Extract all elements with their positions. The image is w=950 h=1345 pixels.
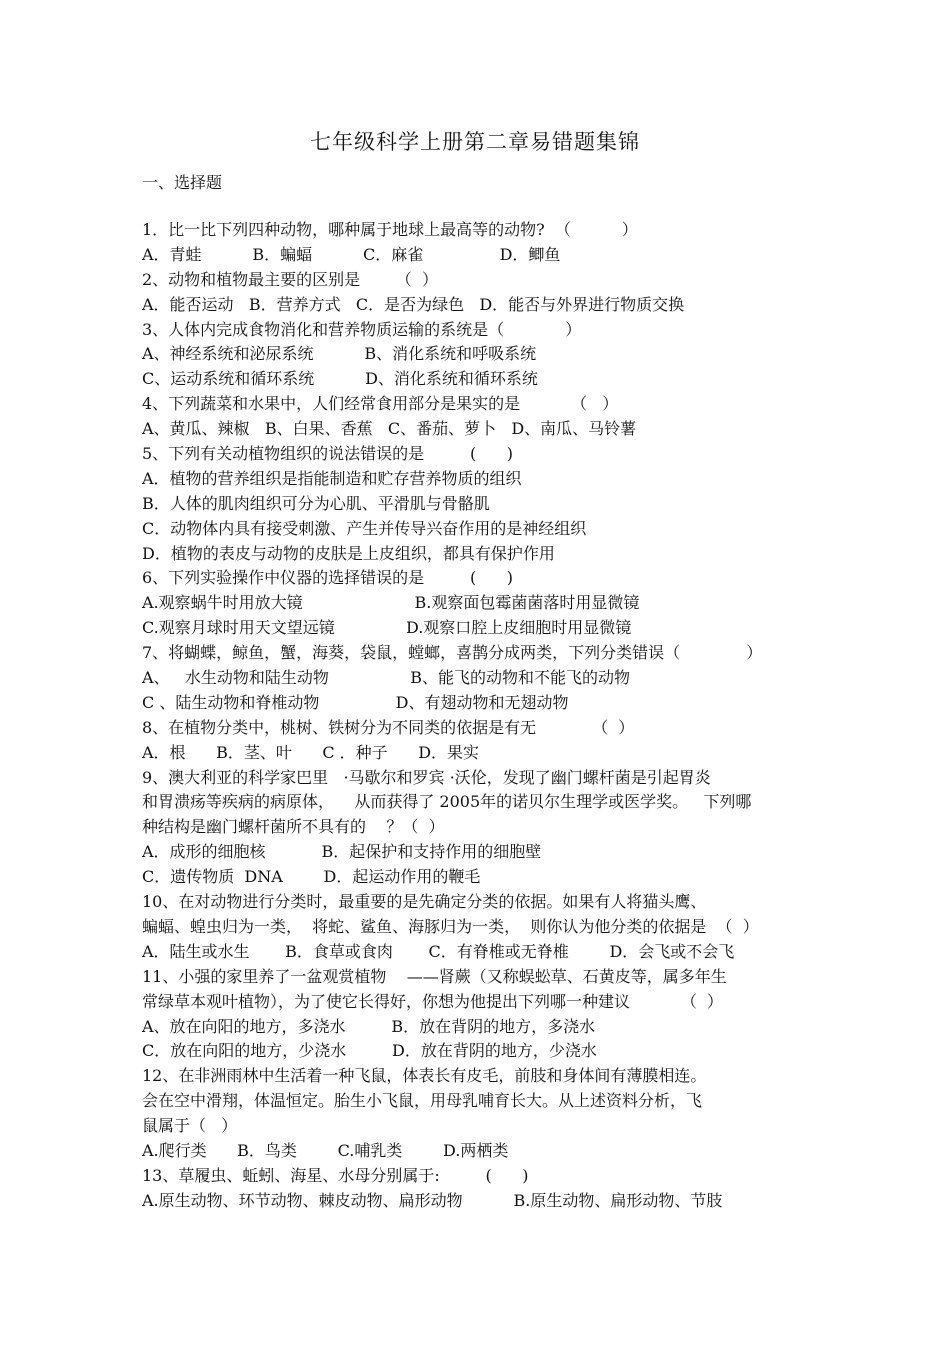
text-line: A.爬行类 B．鸟类 C.哺乳类 D.两栖类 xyxy=(142,1140,509,1160)
text-line: 蝙蝠、蝗虫归为一类， 将蛇、鲨鱼、海豚归为一类， 则你认为他分类的依据是 （ ） xyxy=(142,916,759,936)
text-line: D．植物的表皮与动物的皮肤是上皮组织，都具有保护作用 xyxy=(142,543,555,563)
text-line: 7、将蝴蝶，鲸鱼，蟹，海葵，袋鼠，螳螂，喜鹊分成两类，下列分类错误（ ） xyxy=(142,643,763,663)
text-line: A.原生动物、环节动物、棘皮动物、扁形动物 B.原生动物、扁形动物、节肢 xyxy=(142,1190,723,1210)
text-line: C．放在向阳的地方，少浇水 D．放在背阴的地方，少浇水 xyxy=(142,1041,597,1061)
text-line: B．人体的肌肉组织可分为心肌、平滑肌与骨骼肌 xyxy=(142,493,490,513)
text-line: 13、草履虫、蚯蚓、海星、水母分别属于: ( ) xyxy=(142,1165,529,1185)
text-line: 和胃溃疡等疾病的病原体， 从而获得了 2005年的诺贝尔生理学或医学奖。 下列哪 xyxy=(142,792,752,812)
text-line: 8、在植物分类中，桃树、铁树分为不同类的依据是有无 （ ） xyxy=(142,717,635,737)
text-line: A、神经系统和泌尿系统 B、消化系统和呼吸系统 xyxy=(142,344,537,364)
text-line: 3、人体内完成食物消化和营养物质运输的系统是（ ） xyxy=(142,319,582,339)
text-line: 4、下列蔬菜和水果中，人们经常食用部分是果实的是 （ ） xyxy=(142,394,619,414)
text-line: 12、在非洲雨林中生活着一种飞鼠，体表长有皮毛，前肢和身体间有薄膜相连。 xyxy=(142,1066,707,1086)
section-heading: 一、选择题 xyxy=(142,173,223,192)
text-line: C．遗传物质 DNA D．起运动作用的鞭毛 xyxy=(142,867,481,887)
text-line: A、黄瓜、辣椒 B、白果、香蕉 C、番茄、萝卜 D、南瓜、马铃薯 xyxy=(142,419,637,439)
text-line: A.观察蜗牛时用放大镜 B.观察面包霉菌菌落时用显微镜 xyxy=(142,593,640,613)
text-line: 1．比一比下列四种动物，哪种属于地球上最高等的动物? （ ） xyxy=(142,220,638,239)
text-line: A．根 B．茎、叶 C ．种子 D．果实 xyxy=(142,742,480,762)
text-line: C 、陆生动物和脊椎动物 D、有翅动物和无翅动物 xyxy=(142,692,569,712)
text-line: 6、下列实验操作中仪器的选择错误的是 ( ) xyxy=(142,568,513,588)
text-line: C．动物体内具有接受刺激、产生并传导兴奋作用的是神经组织 xyxy=(142,518,587,538)
text-line: A．成形的细胞核 B．起保护和支持作用的细胞壁 xyxy=(142,842,542,862)
text-line: 9、澳大利亚的科学家巴里 ·马歇尔和罗宾 ·沃伦，发现了幽门螺杆菌是引起胃炎 xyxy=(142,767,711,787)
text-line: 会在空中滑翔，体温恒定。胎生小飞鼠，用母乳哺育长大。从上述资料分析，飞 xyxy=(142,1091,703,1111)
text-line: A．青蛙 B．蝙蝠 C．麻雀 D．鲫鱼 xyxy=(142,244,561,264)
question-lines xyxy=(142,218,842,1214)
text-line: 10、在对动物进行分类时，最重要的是先确定分类的依据。如果有人将猫头鹰、 xyxy=(142,892,707,912)
text-line: A、 水生动物和陆生动物 B、能飞的动物和不能飞的动物 xyxy=(142,668,630,688)
text-line: 种结构是幽门螺杆菌所不具有的 ？（ ） xyxy=(142,817,445,837)
text-line: A、放在向阳的地方，多浇水 B．放在背阴的地方，多浇水 xyxy=(142,1016,596,1036)
document-title: 七年级科学上册第二章易错题集锦 xyxy=(310,130,640,154)
text-line: 鼠属于（ ） xyxy=(142,1116,238,1136)
text-line: 11、小强的家里养了一盆观赏植物 ——肾蕨（又称蜈蚣草、石黄皮等，属多年生 xyxy=(142,966,727,986)
text-line: C、运动系统和循环系统 D、消化系统和循环系统 xyxy=(142,369,538,389)
text-line: A．能否运动 B．营养方式 C．是否为绿色 D．能否与外界进行物质交换 xyxy=(142,294,685,314)
text-line: A．陆生或水生 B．食草或食肉 C．有脊椎或无脊椎 D．会飞或不会飞 xyxy=(142,941,735,961)
text-line: 2、动物和植物最主要的区别是 （ ） xyxy=(142,269,438,289)
text-line: C.观察月球时用天文望远镜 D.观察口腔上皮细胞时用显微镜 xyxy=(142,618,632,638)
text-line: 5、下列有关动植物组织的说法错误的是 ( ) xyxy=(142,444,513,464)
text-line: 常绿草本观叶植物），为了使它长得好，你想为他提出下列哪一种建议 （ ） xyxy=(142,991,724,1011)
text-line: A．植物的营养组织是指能制造和贮存营养物质的组织 xyxy=(142,468,522,488)
